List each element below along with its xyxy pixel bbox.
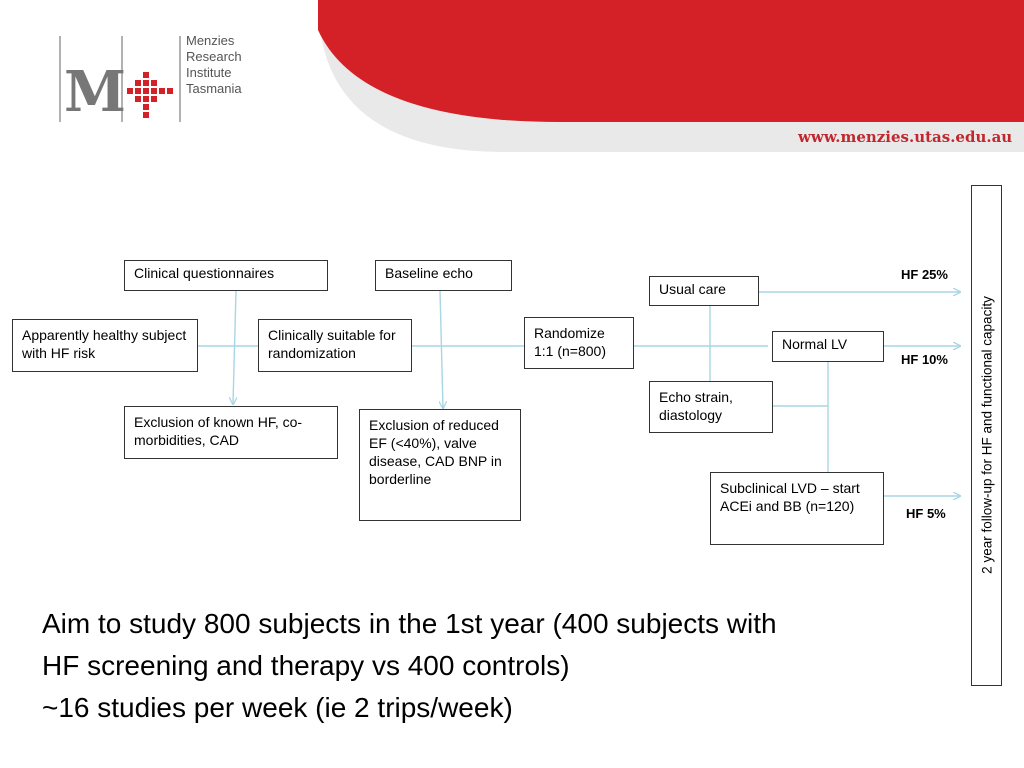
apparently-healthy-box: Apparently healthy subject with HF risk: [12, 319, 198, 372]
logo-letter: M: [64, 59, 126, 125]
clinical-questionnaires-box: Clinical questionnaires: [124, 260, 328, 291]
normal-lv-box: Normal LV: [772, 331, 884, 362]
aim-text: [42, 603, 962, 729]
logo-line-3: Institute: [186, 65, 232, 80]
hf-normal-label: HF 10%: [901, 352, 948, 367]
exclusion-known-hf-box: Exclusion of known HF, co-morbidities, CAD: [124, 406, 338, 459]
clinically-suitable-box: Clinically suitable for randomization: [258, 319, 412, 372]
follow-up-label: 2 year follow-up for HF and functional capacity: [979, 296, 995, 574]
aim-line-1: Aim to study 800 subjects in the 1st year (400 subjects with: [42, 608, 777, 639]
aim-line-2: HF screening and therapy vs 400 controls): [42, 650, 570, 681]
arrow-questionnaires-to-exclusion: [233, 291, 236, 404]
hf-subclinical-label: HF 5%: [906, 506, 946, 521]
arrow-echo-to-exclusion: [440, 291, 443, 408]
page-subtitle: Planned protocol: [552, 52, 808, 90]
baseline-echo-box: Baseline echo: [375, 260, 512, 291]
randomize-box: Randomize 1:1 (n=800): [524, 317, 634, 369]
exclusion-reduced-ef-box: Exclusion of reduced EF (<40%), valve disease, CAD BNP in borderline: [359, 409, 521, 521]
website-url[interactable]: www.menzies.utas.edu.au: [798, 128, 1013, 146]
hf-usual-label: HF 25%: [901, 267, 948, 282]
logo-line-2: Research: [186, 49, 242, 64]
page-title: EARLY HEART FAILURE: [547, 18, 813, 44]
subclinical-lvd-box: Subclinical LVD – start ACEi and BB (n=120): [710, 472, 884, 545]
aim-line-3: ~16 studies per week (ie 2 trips/week): [42, 692, 513, 723]
logo-line-1: Menzies: [186, 33, 235, 48]
usual-care-box: Usual care: [649, 276, 759, 306]
logo-line-4: Tasmania: [186, 81, 242, 96]
echo-strain-box: Echo strain, diastology: [649, 381, 773, 433]
